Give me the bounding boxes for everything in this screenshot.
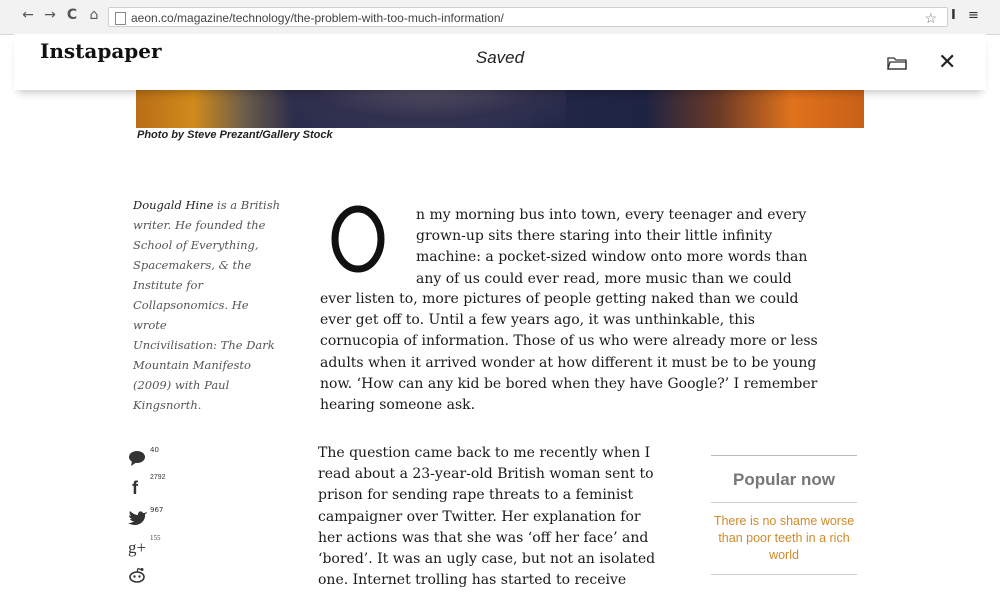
reddit-share[interactable] [128, 567, 146, 587]
bio-line: Collapsonomics. He wrote [133, 298, 249, 332]
instapaper-logo[interactable]: Instapaper [40, 39, 162, 63]
instapaper-bar [14, 34, 986, 90]
photo-caption: Photo by Steve Prezant/Gallery Stock [137, 129, 333, 141]
twitter-bird-icon [128, 510, 148, 526]
text-line: hearing someone ask. [320, 397, 476, 414]
paragraph-1-top [416, 205, 807, 290]
divider [711, 574, 857, 575]
facebook-icon: f [132, 478, 138, 498]
comments-share[interactable] [128, 446, 159, 470]
text-line: now. ‘How can any kid be bored when they have Google?’ I remember [320, 375, 818, 392]
drop-cap-o [330, 205, 386, 273]
url-text: aeon.co/magazine/technology/the-problem-with-too-much-information/ [131, 11, 504, 25]
bio-line: is a British [213, 198, 281, 212]
folder-icon[interactable] [887, 56, 907, 70]
text-line: one. Internet trolling has started to receive [318, 572, 627, 589]
bio-line: (2009) with Paul [133, 378, 230, 392]
text-line: grown-up sits there staring into their little infinity [416, 228, 773, 245]
close-icon[interactable]: ✕ [938, 50, 957, 75]
save-status: Saved [475, 48, 525, 67]
text-line: prison for sending rape threats to a feminist [318, 487, 634, 504]
bio-line: writer. He founded the [133, 218, 266, 232]
paragraph-2 [318, 443, 655, 591]
text-line: her actions was that she was ‘off her face’ and [318, 529, 649, 546]
back-arrow-icon[interactable]: ← [22, 7, 34, 23]
bio-line: Kingsnorth. [133, 398, 202, 412]
text-line: cornucopia of information. Those of us who were already more or less [320, 333, 818, 350]
text-line: campaigner over Twitter. Her explanation for [318, 508, 641, 525]
comments-count: 40 [150, 446, 159, 454]
browser-toolbar [0, 0, 1000, 35]
text-line: n my morning bus into town, every teenager and every [416, 207, 807, 223]
bookmark-star-icon[interactable]: ☆ [924, 10, 937, 26]
gplus-count: 155 [150, 534, 161, 542]
reload-icon[interactable]: C [66, 7, 78, 23]
google-plus-icon: g+ [128, 538, 147, 557]
extension-icon[interactable]: I [951, 8, 956, 23]
popular-article-link[interactable]: There is no shame worse than poor teeth in a rich world [713, 514, 855, 562]
page-icon [115, 12, 126, 25]
twitter-share[interactable] [128, 506, 164, 530]
gplus-share[interactable] [128, 534, 161, 558]
address-bar[interactable] [108, 7, 948, 27]
paragraph-1-bottom [320, 289, 818, 416]
facebook-count: 2792 [150, 474, 166, 481]
text-line: read about a 23-year-old British woman sent to [318, 466, 654, 483]
text-line: machine: a pocket-sized window onto more words than [416, 249, 808, 266]
bio-line: Uncivilisation: The Dark [133, 338, 275, 352]
author-bio [133, 195, 283, 415]
comment-bubble-icon [128, 450, 146, 466]
divider [711, 502, 857, 503]
bio-line: Institute for [133, 278, 203, 292]
popular-now-title: Popular now [733, 470, 835, 489]
twitter-count: 967 [150, 506, 164, 514]
text-line: ever listen to, more pictures of people getting naked than we could [320, 291, 799, 307]
bio-line: School of Everything, [133, 238, 259, 252]
text-line: any of us could ever read, more music than we could [416, 270, 792, 287]
forward-arrow-icon[interactable]: → [44, 7, 56, 23]
bio-line: Mountain Manifesto [133, 358, 251, 372]
text-line: adults when it arrived wonder at how different it must be to be young [320, 354, 817, 371]
facebook-share[interactable] [132, 474, 166, 499]
reddit-icon [128, 567, 146, 583]
bio-line: Spacemakers, & the [133, 258, 252, 272]
popular-now-widget [711, 455, 857, 575]
text-line: ever get off to. Until a few years ago, it was unthinkable, this [320, 312, 755, 329]
home-icon[interactable]: ⌂ [89, 7, 99, 23]
author-name[interactable]: Dougald Hine [133, 198, 214, 212]
text-line: ‘bored’. It was an ugly case, but not an isolated [318, 551, 656, 568]
text-line: The question came back to me recently when I [318, 445, 651, 461]
menu-icon[interactable]: ≡ [968, 8, 979, 23]
